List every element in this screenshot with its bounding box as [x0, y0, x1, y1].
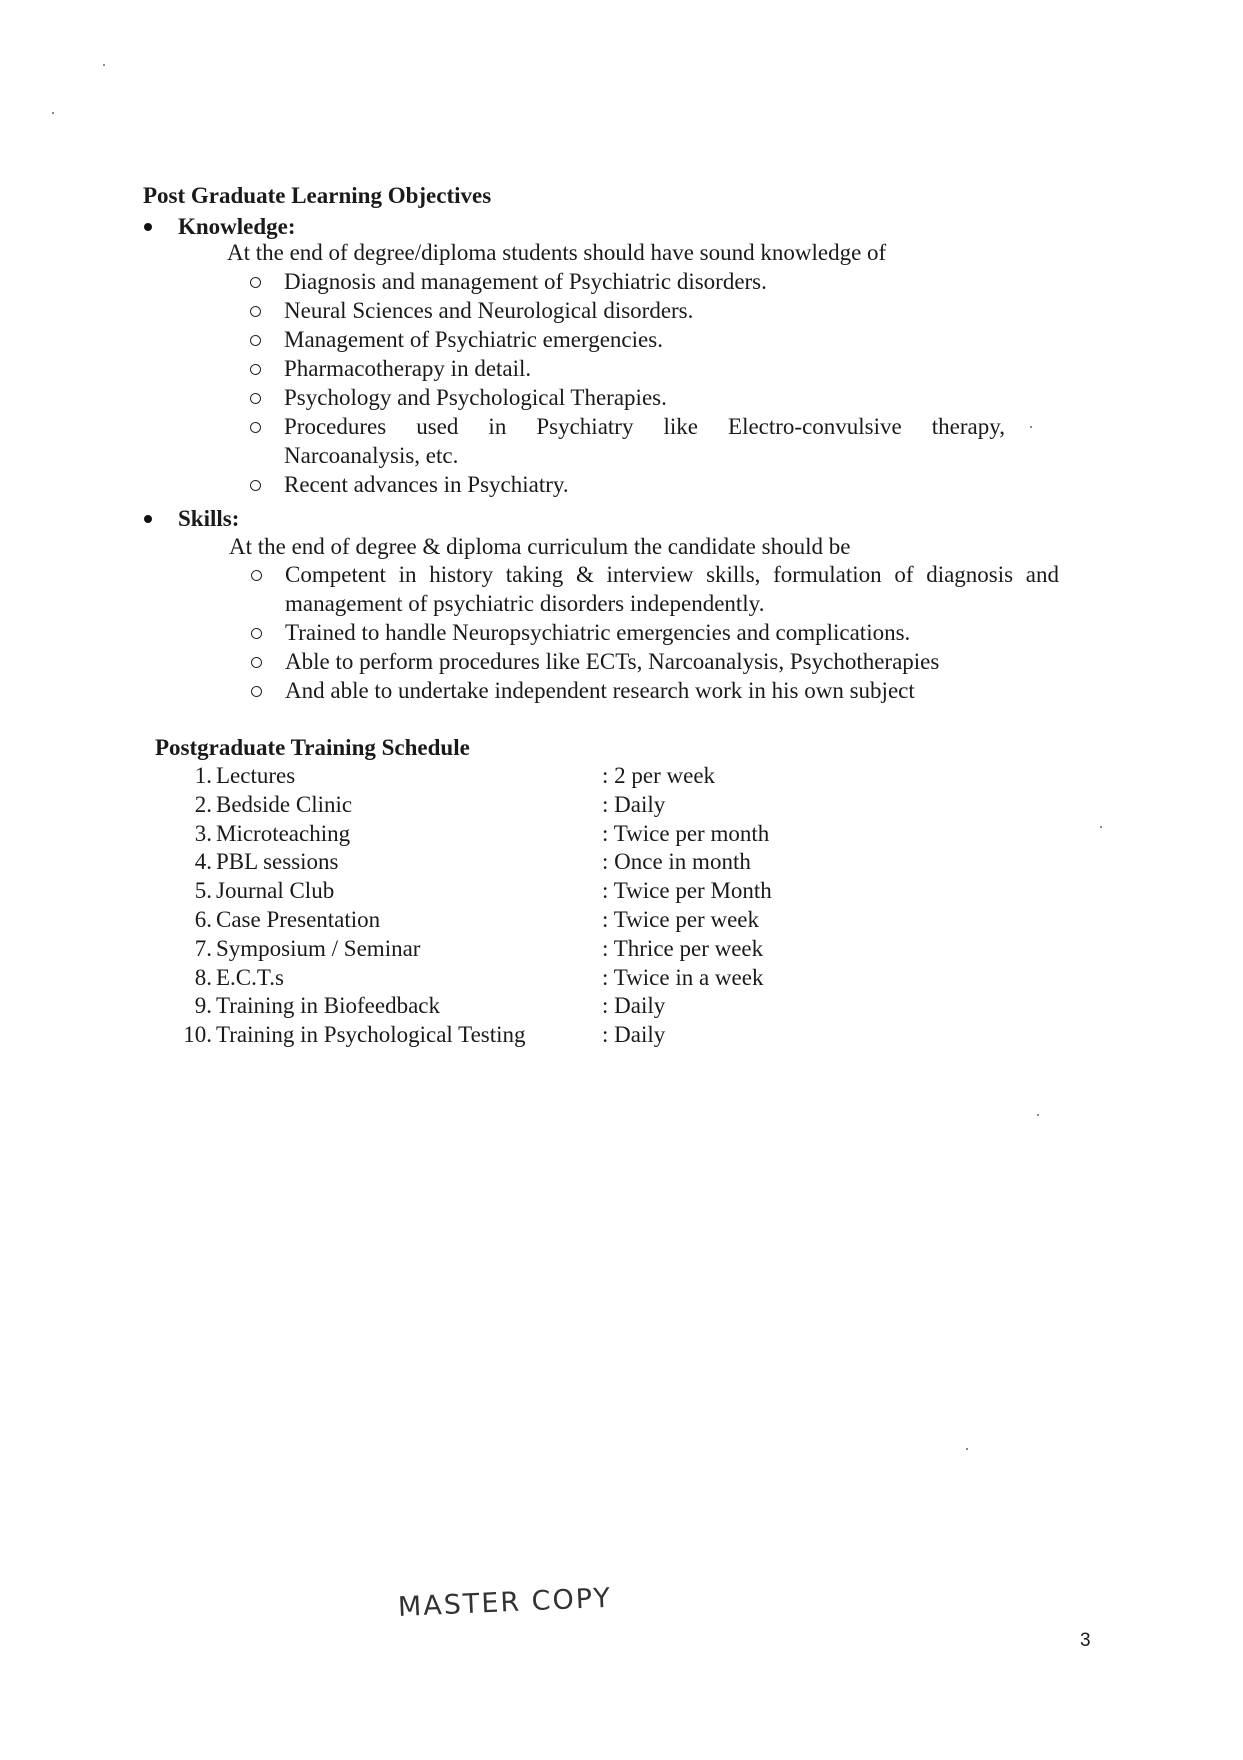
schedule-row-number: 1.	[194, 763, 212, 788]
schedule-row-activity: Lectures	[216, 763, 296, 788]
schedule-row-activity: PBL sessions	[216, 849, 339, 875]
page-number: 3	[1080, 1630, 1091, 1651]
schedule-row-activity: Training in Psychological Testing	[216, 1022, 526, 1048]
schedule-row-frequency: : Twice in a week	[602, 964, 764, 990]
list-item: And able to undertake independent research work in his own subject	[251, 676, 1059, 705]
list-item: Competent in history taking & interview skills, formulation of diagnosis and management of psychiatric disorders independently.	[251, 560, 1059, 618]
schedule-row-frequency: : Daily	[602, 993, 666, 1019]
knowledge-heading	[144, 214, 296, 240]
skills-intro: At the end of degree & diploma curriculum the candidate should be	[229, 534, 851, 559]
hollow-bullet-icon	[250, 422, 261, 433]
scan-speck	[1100, 826, 1102, 828]
hollow-bullet-icon	[250, 306, 261, 317]
schedule-row-number: 3.	[194, 820, 212, 846]
schedule-title: Postgraduate Training Schedule	[155, 735, 470, 760]
objectives-title: Post Graduate Learning Objectives	[143, 183, 492, 208]
skills-list	[251, 560, 1059, 705]
schedule-row-activity: Bedside Clinic	[216, 791, 353, 817]
schedule-row-number: 9.	[194, 993, 212, 1019]
schedule-row-activity: Journal Club	[216, 878, 335, 904]
hollow-bullet-icon	[251, 657, 262, 668]
knowledge-intro: At the end of degree/diploma students should have sound knowledge of	[227, 240, 887, 265]
schedule-row-number: 7.	[194, 935, 212, 961]
schedule-row-activity: E.C.T.s	[216, 964, 284, 990]
list-item: Diagnosis and management of Psychiatric disorders.	[250, 267, 1005, 296]
scan-speck	[966, 1448, 968, 1450]
hollow-bullet-icon	[250, 335, 261, 346]
schedule-row-number: 10.	[183, 1022, 212, 1048]
scan-speck	[1030, 426, 1032, 428]
list-item: Trained to handle Neuropsychiatric emergencies and complications.	[251, 618, 1059, 647]
schedule-row-number: 4.	[194, 849, 212, 875]
hollow-bullet-icon	[251, 628, 262, 639]
skills-heading-label: Skills:	[178, 506, 240, 531]
schedule-row-activity: Symposium / Seminar	[216, 935, 421, 961]
schedule-row-frequency: : Twice per Month	[602, 878, 772, 904]
bullet-icon	[144, 223, 152, 231]
schedule-row-number: 8.	[194, 964, 212, 990]
list-item: Procedures used in Psychiatry like Electro-convulsive therapy, Narcoanalysis, etc.	[250, 412, 1005, 470]
scan-speck	[103, 64, 105, 66]
schedule-row-frequency: : Daily	[602, 1022, 666, 1048]
scan-speck	[1037, 1114, 1039, 1116]
list-item: Able to perform procedures like ECTs, Narcoanalysis, Psychotherapies	[251, 647, 1059, 676]
hollow-bullet-icon	[250, 393, 261, 404]
list-item: Management of Psychiatric emergencies.	[250, 325, 1005, 354]
bullet-icon	[144, 515, 152, 523]
hollow-bullet-icon	[251, 686, 262, 697]
list-item: Pharmacotherapy in detail.	[250, 354, 1005, 383]
master-copy-stamp: MASTER COPY	[397, 1582, 613, 1623]
knowledge-heading-label: Knowledge:	[178, 214, 296, 239]
schedule-row-frequency: : 2 per week	[602, 763, 716, 788]
schedule-row-activity: Case Presentation	[216, 906, 381, 932]
schedule-row-number: 5.	[194, 878, 212, 904]
schedule-row-frequency: : Twice per month	[602, 820, 770, 846]
schedule-row-frequency: : Thrice per week	[602, 935, 764, 961]
schedule-row-activity: Microteaching	[216, 820, 351, 846]
list-item: Recent advances in Psychiatry.	[250, 470, 1005, 499]
schedule-row-frequency: : Twice per week	[602, 906, 759, 932]
schedule-row-frequency: : Once in month	[602, 849, 751, 875]
scan-speck	[52, 112, 54, 114]
skills-heading	[144, 506, 239, 532]
hollow-bullet-icon	[250, 364, 261, 375]
list-item: Neural Sciences and Neurological disorders.	[250, 296, 1005, 325]
list-item: Psychology and Psychological Therapies.	[250, 383, 1005, 412]
hollow-bullet-icon	[251, 570, 262, 581]
hollow-bullet-icon	[250, 277, 261, 288]
schedule-row-activity: Training in Biofeedback	[216, 993, 441, 1019]
schedule-row-number: 2.	[194, 791, 212, 817]
hollow-bullet-icon	[250, 480, 261, 491]
knowledge-list	[250, 267, 1005, 499]
schedule-row-frequency: : Daily	[602, 791, 666, 817]
schedule-row-number: 6.	[194, 906, 212, 932]
